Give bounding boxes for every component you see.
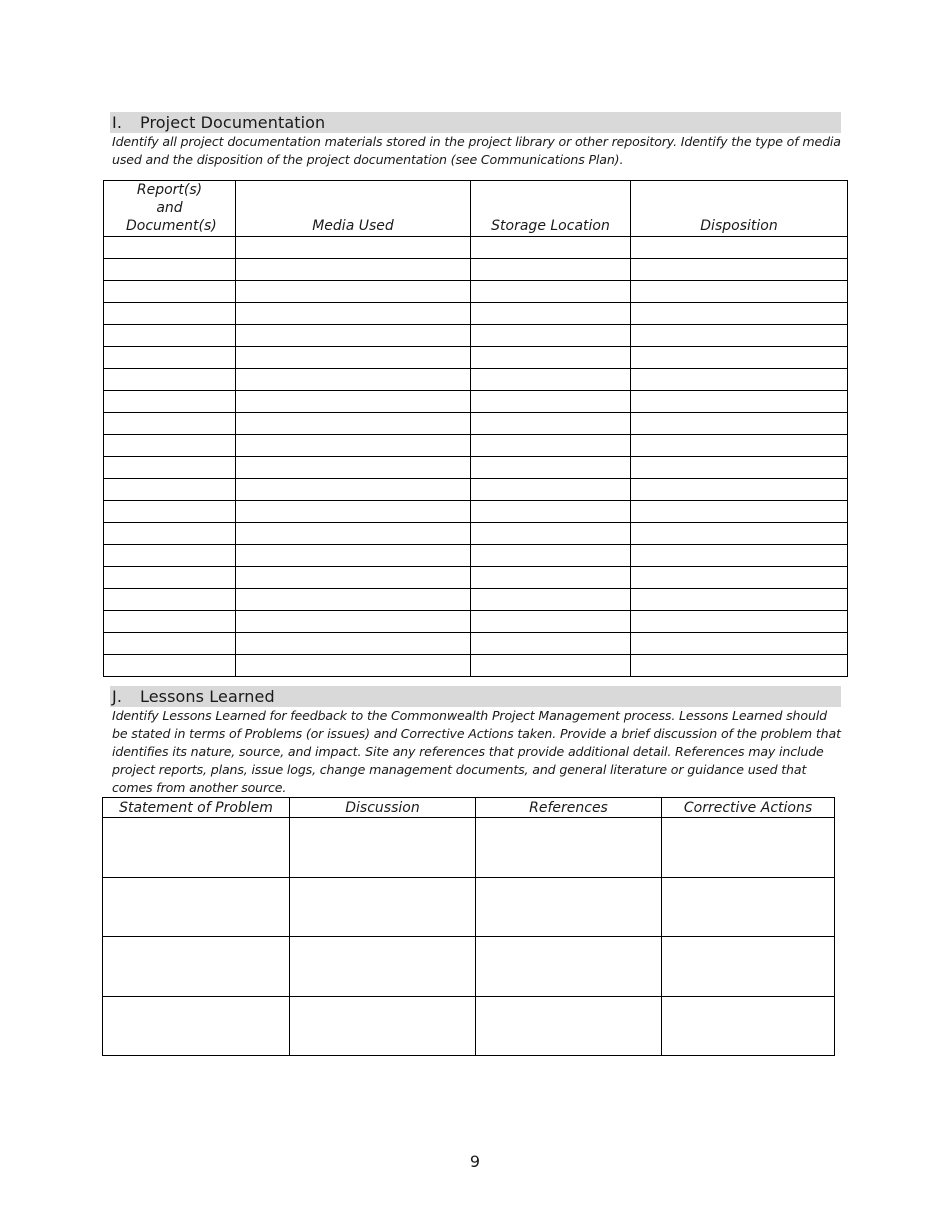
table-row	[104, 589, 848, 611]
table-row	[103, 937, 835, 997]
table-cell[interactable]	[104, 633, 236, 655]
table-cell[interactable]	[471, 655, 631, 677]
project-documentation-table	[103, 180, 848, 677]
table-cell[interactable]	[236, 325, 471, 347]
section-i-number: I.	[112, 113, 123, 132]
table-row	[103, 877, 835, 937]
table-cell[interactable]	[236, 435, 471, 457]
table-cell[interactable]	[104, 611, 236, 633]
table-row	[104, 281, 848, 303]
section-j-number: J.	[112, 687, 123, 706]
table-cell[interactable]	[236, 501, 471, 523]
table-cell[interactable]	[236, 259, 471, 281]
table-cell[interactable]	[631, 347, 848, 369]
table-cell[interactable]	[471, 413, 631, 435]
column-header-storage-location: Storage Location	[471, 181, 631, 237]
table-cell[interactable]	[471, 303, 631, 325]
table-cell[interactable]	[290, 877, 476, 937]
table-cell[interactable]	[662, 937, 835, 997]
section-j-title: Lessons Learned	[140, 687, 275, 706]
lessons-learned-table	[102, 797, 835, 1056]
table-cell[interactable]	[236, 281, 471, 303]
table-cell[interactable]	[631, 303, 848, 325]
table-cell[interactable]	[104, 237, 236, 259]
table-row	[104, 303, 848, 325]
table-cell[interactable]	[631, 655, 848, 677]
table-cell[interactable]	[236, 589, 471, 611]
table-cell[interactable]	[631, 589, 848, 611]
table-cell[interactable]	[236, 457, 471, 479]
table-cell[interactable]	[104, 391, 236, 413]
table-row	[104, 501, 848, 523]
table-cell[interactable]	[104, 479, 236, 501]
section-j-heading	[110, 686, 841, 707]
table-cell[interactable]	[236, 633, 471, 655]
table-cell[interactable]	[471, 369, 631, 391]
table-cell[interactable]	[104, 369, 236, 391]
table-row	[104, 391, 848, 413]
table-cell[interactable]	[290, 818, 476, 878]
table-row	[104, 567, 848, 589]
table-cell[interactable]	[471, 347, 631, 369]
table-cell[interactable]	[471, 479, 631, 501]
table-row	[104, 457, 848, 479]
table-cell[interactable]	[236, 611, 471, 633]
table-cell[interactable]	[236, 347, 471, 369]
table-row	[104, 325, 848, 347]
table-cell[interactable]	[103, 818, 290, 878]
table-cell[interactable]	[290, 937, 476, 997]
table-cell[interactable]	[104, 435, 236, 457]
column-header-discussion: Discussion	[290, 798, 476, 818]
table-cell[interactable]	[631, 523, 848, 545]
table-cell[interactable]	[104, 545, 236, 567]
table-cell[interactable]	[103, 996, 290, 1056]
table-cell[interactable]	[236, 479, 471, 501]
table-cell[interactable]	[631, 479, 848, 501]
table-cell[interactable]	[104, 347, 236, 369]
column-header-statement-of-problem: Statement of Problem	[103, 798, 290, 818]
table-cell[interactable]	[631, 501, 848, 523]
section-i-title: Project Documentation	[140, 113, 326, 132]
table-cell[interactable]	[236, 655, 471, 677]
column-header-disposition: Disposition	[631, 181, 848, 237]
table-row	[104, 413, 848, 435]
table-cell[interactable]	[631, 413, 848, 435]
table-cell[interactable]	[471, 259, 631, 281]
table-cell[interactable]	[104, 457, 236, 479]
table-cell[interactable]	[103, 877, 290, 937]
table-cell[interactable]	[236, 413, 471, 435]
table-cell[interactable]	[631, 391, 848, 413]
table-cell[interactable]	[476, 937, 662, 997]
table-cell[interactable]	[103, 937, 290, 997]
section-i-description: Identify all project documentation materials stored in the project library or other repository. Identify the type of media used and the disposition of the project documentation (see Communications Plan).	[112, 134, 841, 167]
table-header-row	[104, 181, 848, 237]
table-cell[interactable]	[104, 325, 236, 347]
table-row	[103, 818, 835, 878]
table-cell[interactable]	[236, 303, 471, 325]
table-row	[103, 996, 835, 1056]
table-cell[interactable]	[104, 281, 236, 303]
table-cell[interactable]	[471, 523, 631, 545]
column-header-corrective-actions: Corrective Actions	[662, 798, 835, 818]
table-cell[interactable]	[476, 877, 662, 937]
table-cell[interactable]	[104, 501, 236, 523]
table-cell[interactable]	[631, 457, 848, 479]
table-cell[interactable]	[631, 259, 848, 281]
table-row	[104, 655, 848, 677]
table-cell[interactable]	[236, 523, 471, 545]
table-cell[interactable]	[236, 237, 471, 259]
table-cell[interactable]	[631, 281, 848, 303]
table-row	[104, 633, 848, 655]
column-header-media-used: Media Used	[236, 181, 471, 237]
table-cell[interactable]	[104, 303, 236, 325]
table-row	[104, 545, 848, 567]
table-cell[interactable]	[631, 567, 848, 589]
table-row	[104, 523, 848, 545]
table-row	[104, 259, 848, 281]
table-cell[interactable]	[236, 567, 471, 589]
table-cell[interactable]	[471, 589, 631, 611]
table-cell[interactable]	[631, 435, 848, 457]
table-cell[interactable]	[104, 589, 236, 611]
table-cell[interactable]	[104, 413, 236, 435]
table-cell[interactable]	[236, 391, 471, 413]
column-header-references: References	[476, 798, 662, 818]
table-cell[interactable]	[662, 996, 835, 1056]
table-cell[interactable]	[471, 457, 631, 479]
table-cell[interactable]	[476, 996, 662, 1056]
page-number: 9	[469, 1152, 481, 1171]
section-j-description: Identify Lessons Learned for feedback to the Commonwealth Project Management process. Lessons Learned should be stated in terms of Problems (or issues) and Corrective Actions taken. Provide a brief discussion of the problem that identifies its nature, source, and impact. Site any references that provide additional detail. References may include project reports, plans, issue logs, change management documents, and general literature or guidance used that comes from another source.	[112, 708, 841, 795]
table-cell[interactable]	[631, 369, 848, 391]
table-cell[interactable]	[104, 259, 236, 281]
table-cell[interactable]	[631, 237, 848, 259]
table-cell[interactable]	[471, 391, 631, 413]
table-row	[104, 347, 848, 369]
table-cell[interactable]	[662, 818, 835, 878]
table-cell[interactable]	[104, 655, 236, 677]
table-cell[interactable]	[631, 633, 848, 655]
section-i-heading	[110, 112, 841, 133]
table-cell[interactable]	[631, 325, 848, 347]
table-cell[interactable]	[104, 523, 236, 545]
table-cell[interactable]	[471, 237, 631, 259]
table-row	[104, 369, 848, 391]
column-header-reports: Report(s) and Document(s)	[104, 181, 236, 237]
table-cell[interactable]	[471, 567, 631, 589]
table-cell[interactable]	[476, 818, 662, 878]
table-row	[104, 479, 848, 501]
table-cell[interactable]	[104, 567, 236, 589]
table-cell[interactable]	[290, 996, 476, 1056]
table-cell[interactable]	[471, 501, 631, 523]
table-cell[interactable]	[471, 633, 631, 655]
table-cell[interactable]	[631, 545, 848, 567]
table-cell[interactable]	[662, 877, 835, 937]
table-cell[interactable]	[471, 435, 631, 457]
table-row	[104, 435, 848, 457]
table-cell[interactable]	[471, 545, 631, 567]
table-row	[104, 611, 848, 633]
table-cell[interactable]	[631, 611, 848, 633]
table-cell[interactable]	[471, 281, 631, 303]
table-header-row	[103, 798, 835, 818]
table-cell[interactable]	[236, 369, 471, 391]
table-cell[interactable]	[471, 611, 631, 633]
table-cell[interactable]	[236, 545, 471, 567]
table-cell[interactable]	[471, 325, 631, 347]
table-row	[104, 237, 848, 259]
